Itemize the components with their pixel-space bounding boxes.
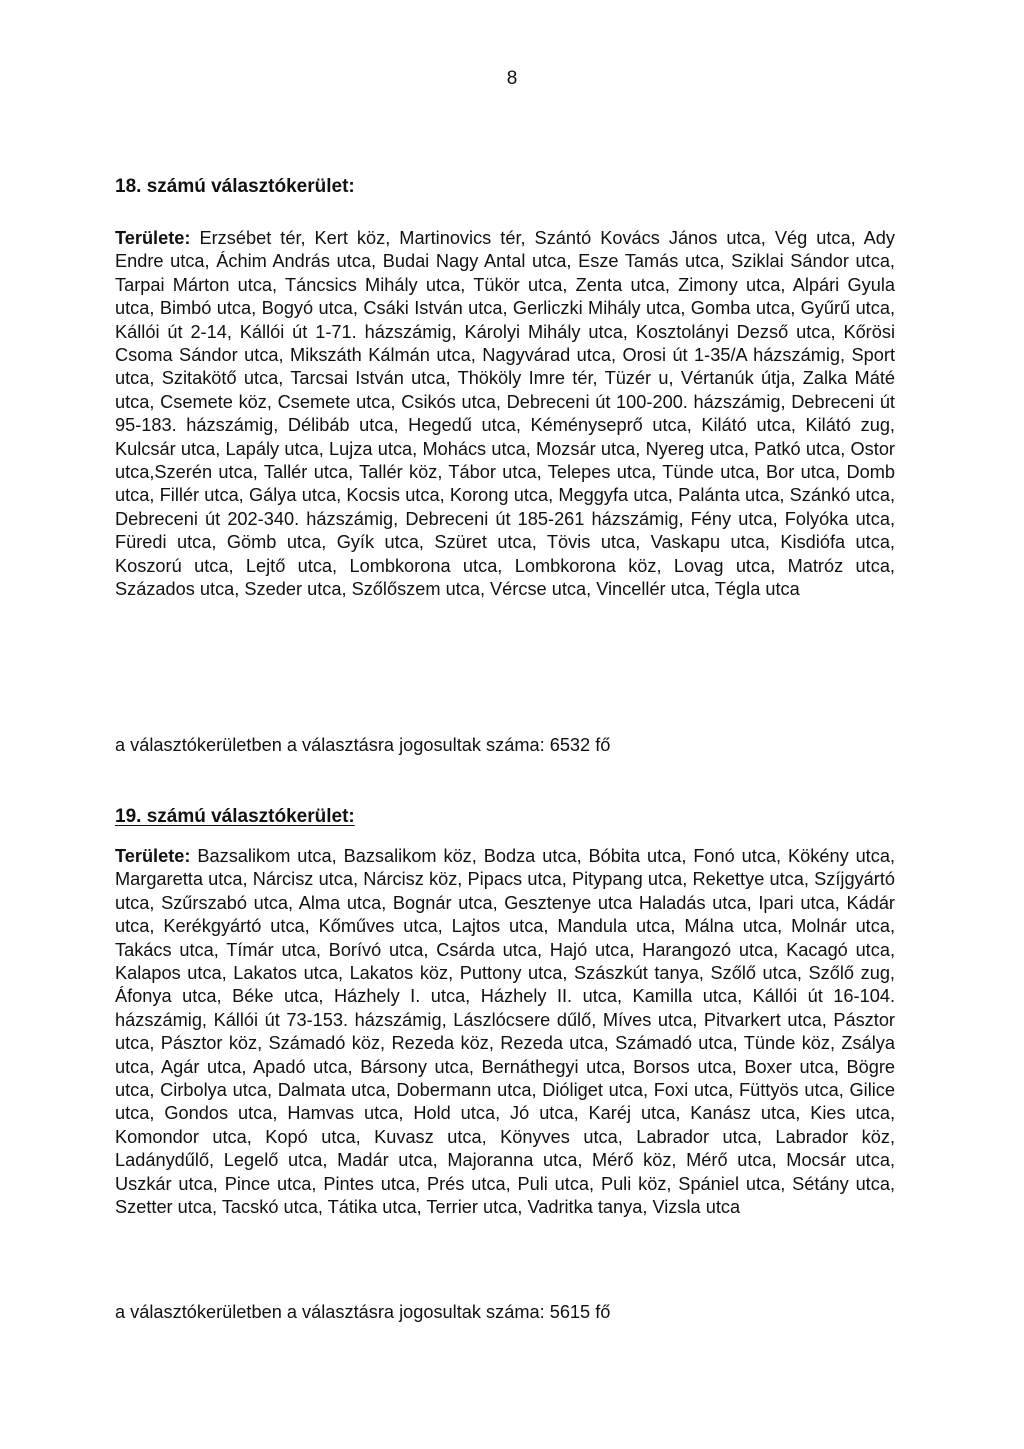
page-number: 8: [506, 68, 518, 89]
district-18-heading: 18. számú választókerület:: [115, 176, 355, 197]
district-18-area: [115, 227, 895, 602]
district-18-voter-count: a választókerületben a választásra jogosultak száma: 6532 fő: [115, 735, 611, 755]
district-19-street-list: Bazsalikom utca, Bazsalikom köz, Bodza utca, Bóbita utca, Fonó utca, Kökény utca, Margaretta utca, Nárcisz utca, Nárcisz köz, Pipacs utca, Pitypang utca, Rekettye utca, Szíjgyártó utca, Szűrszabó utca, Alma utca, Bognár utca, Gesztenye utca Haladás utca, Ipari utca, Kádár utca, Kerékgyártó utca, Kőműves utca, Lajtos utca, Mandula utca, Málna utca, Molnár utca, Takács utca, Tímár utca, Borívó utca, Csárda utca, Hajó utca, Harangozó utca, Kacagó utca, Kalapos utca, Lakatos utca, Lakatos köz, Puttony utca, Szászkút tanya, Szőlő utca, Szőlő zug, Áfonya utca, Béke utca, Házhely I. utca, Házhely II. utca, Kamilla utca, Kállói út 16-104. házszámig, Kállói út 73-153. házszámig, Lászlócsere dűlő, Míves utca, Pitvarkert utca, Pásztor utca, Pásztor köz, Számadó köz, Rezeda köz, Rezeda utca, Számadó utca, Tünde köz, Zsálya utca, Agár utca, Apadó utca, Bársony utca, Bernáthegyi utca, Borsos utca, Boxer utca, Bögre utca, Cirbolya utca, Dalmata utca, Dobermann utca, Dióliget utca, Foxi utca, Füttyös utca, Gilice utca, Gondos utca, Hamvas utca, Hold utca, Jó utca, Karéj utca, Kanász utca, Kies utca, Komondor utca, Kopó utca, Kuvasz utca, Könyves utca, Labrador utca, Labrador köz, Ladánydűlő, Legelő utca, Madár utca, Majoranna utca, Mérő köz, Mérő utca, Mocsár utca, Uszkár utca, Pince utca, Pintes utca, Prés utca, Puli utca, Puli köz, Spániel utca, Sétány utca, Szetter utca, Tacskó utca, Tátika utca, Terrier utca, Vadritka tanya, Vizsla utca: [115, 846, 895, 1218]
district-19-area: [115, 845, 895, 1220]
district-19-voter-count: a választókerületben a választásra jogosultak száma: 5615 fő: [115, 1302, 611, 1322]
district-19-heading: 19. számú választókerület:: [115, 806, 355, 827]
district-19-area-label: Területe:: [115, 846, 191, 866]
district-18-street-list: Erzsébet tér, Kert köz, Martinovics tér, Szántó Kovács János utca, Vég utca, Ady Endre utca, Áchim András utca, Budai Nagy Antal utca, Esze Tamás utca, Sziklai Sándor utca, Tarpai Márton utca, Táncsics Mihály utca, Tükör utca, Zenta utca, Zimony utca, Alpári Gyula utca, Bimbó utca, Bogyó utca, Csáki István utca, Gerliczki Mihály utca, Gomba utca, Gyűrű utca, Kállói út 2-14, Kállói út 1-71. házszámig, Károlyi Mihály utca, Kosztolányi Dezső utca, Kőrösi Csoma Sándor utca, Mikszáth Kálmán utca, Nagyvárad utca, Orosi út 1-35/A házszámig, Sport utca, Szitakötő utca, Tarcsai István utca, Thököly Imre tér, Tüzér u, Vértanúk útja, Zalka Máté utca, Csemete köz, Csemete utca, Csikós utca, Debreceni út 100-200. házszámig, Debreceni út 95-183. házszámig, Délibáb utca, Hegedű utca, Kéményseprő utca, Kilátó utca, Kilátó zug, Kulcsár utca, Lapály utca, Lujza utca, Mohács utca, Mozsár utca, Nyereg utca, Patkó utca, Ostor utca,Szerén utca, Tallér utca, Tallér köz, Tábor utca, Telepes utca, Tünde utca, Bor utca, Domb utca, Fillér utca, Gálya utca, Kocsis utca, Korong utca, Meggyfa utca, Palánta utca, Szánkó utca, Debreceni út 202-340. házszámig, Debreceni út 185-261 házszámig, Fény utca, Folyóka utca, Füredi utca, Gömb utca, Gyík utca, Szüret utca, Tövis utca, Vaskapu utca, Kisdiófa utca, Koszorú utca, Lejtő utca, Lombkorona utca, Lombkorona köz, Lovag utca, Matróz utca, Százados utca, Szeder utca, Szőlőszem utca, Vércse utca, Vincellér utca, Tégla utca: [115, 228, 895, 600]
district-18-area-label: Területe:: [115, 228, 191, 248]
